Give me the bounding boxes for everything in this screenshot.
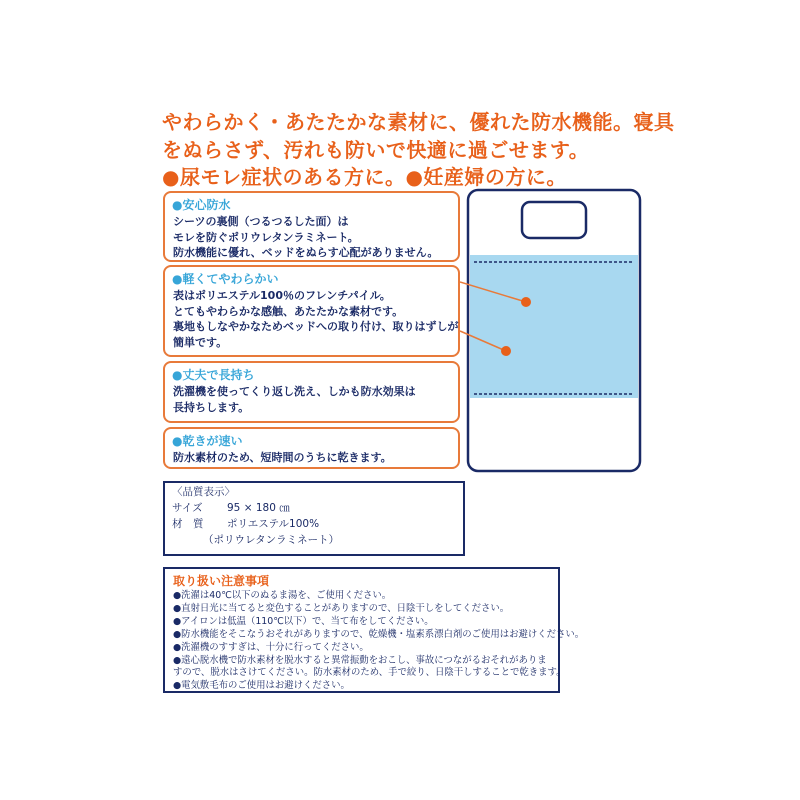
caution-item: ●洗濯機のすすぎは、十分に行ってください。 <box>173 641 369 653</box>
feature-box-durable <box>163 361 460 423</box>
feature-title: ●乾きが速い <box>172 434 243 448</box>
feature-line: 洗濯機を使ってくり返し洗え、しかも防水効果は <box>173 385 416 398</box>
feature-line: 簡単です。 <box>173 335 228 349</box>
feature-line: モレを防ぐポリウレタンラミネート。 <box>173 230 359 244</box>
feature-title: ●軽くてやわらかい <box>172 272 279 286</box>
feature-line: 防水素材のため、短時間のうちに乾きます。 <box>173 451 392 464</box>
feature-line: 裏地もしなやかなためベッドへの取り付け、取りはずしが <box>173 320 459 333</box>
quality-size-value: 95 × 180 ㎝ <box>227 502 290 514</box>
caution-list <box>173 590 584 693</box>
quality-heading: 〈品質表示〉 <box>172 486 235 498</box>
quality-material-value: ポリエステル100% <box>227 518 320 530</box>
quality-material-label: 材 質 <box>172 518 204 530</box>
feature-body <box>173 288 459 350</box>
waterproof-pad <box>470 255 638 398</box>
pillow <box>522 202 586 238</box>
pointer-dot-1 <box>521 297 531 307</box>
feature-line: とてもやわらかな感触、あたたかな素材です。 <box>173 304 404 318</box>
headline-line-2: をぬらさず、汚れも防いで快適に過ごせます。 <box>162 138 590 162</box>
feature-line: 防水機能に優れ、ベッドをぬらす心配がありません。 <box>173 246 439 259</box>
feature-body <box>173 384 416 415</box>
feature-title: ●丈夫で長持ち <box>172 368 255 382</box>
caution-title: 取り扱い注意事項 <box>173 574 270 588</box>
quality-label-box <box>163 481 465 556</box>
feature-box-soft <box>163 265 460 357</box>
feature-body <box>173 450 392 466</box>
caution-item: ●遠心脱水機で防水素材を脱水すると異常振動をおこし、事故につながるおそれがありま <box>173 654 547 666</box>
quality-material-sub: （ポリウレタンラミネート） <box>203 534 340 546</box>
caution-item: ●防水機能をそこなうおそれがありますので、乾燥機・塩素系漂白剤のご使用はお避けください。 <box>173 628 585 640</box>
feature-title: ●安心防水 <box>172 198 231 212</box>
feature-line: シーツの裏側（つるつるした面）は <box>173 215 349 228</box>
caution-box <box>163 567 585 693</box>
feature-line: 表はポリエステル100％のフレンチパイル。 <box>173 289 391 302</box>
pointer-dot-2 <box>501 346 511 356</box>
quality-size-label: サイズ <box>172 502 203 514</box>
caution-item: ●直射日光に当てると変色することがありますので、日陰干しをしてください。 <box>173 602 510 614</box>
feature-box-waterproof <box>163 191 460 262</box>
caution-item: すので、脱水はさけてください。防水素材のため、手で絞り、日陰干しすることで乾きます。 <box>173 667 566 679</box>
feature-line: 長持ちします。 <box>173 400 250 414</box>
caution-item: ●アイロンは低温（110℃以下）で、当て布をしてください。 <box>173 615 434 627</box>
feature-body <box>173 214 438 261</box>
headline-line-3: ●尿モレ症状のある方に。●妊産婦の方に。 <box>162 165 567 189</box>
bed-diagram <box>460 185 645 475</box>
caution-item: ●電気敷毛布のご使用はお避けください。 <box>173 680 350 692</box>
headline-line-1: やわらかく・あたたかな素材に、優れた防水機能。寝具 <box>162 110 675 134</box>
feature-box-quickdry <box>163 427 460 469</box>
caution-item: ●洗濯は40℃以下のぬるま湯を、ご使用ください。 <box>173 590 392 601</box>
